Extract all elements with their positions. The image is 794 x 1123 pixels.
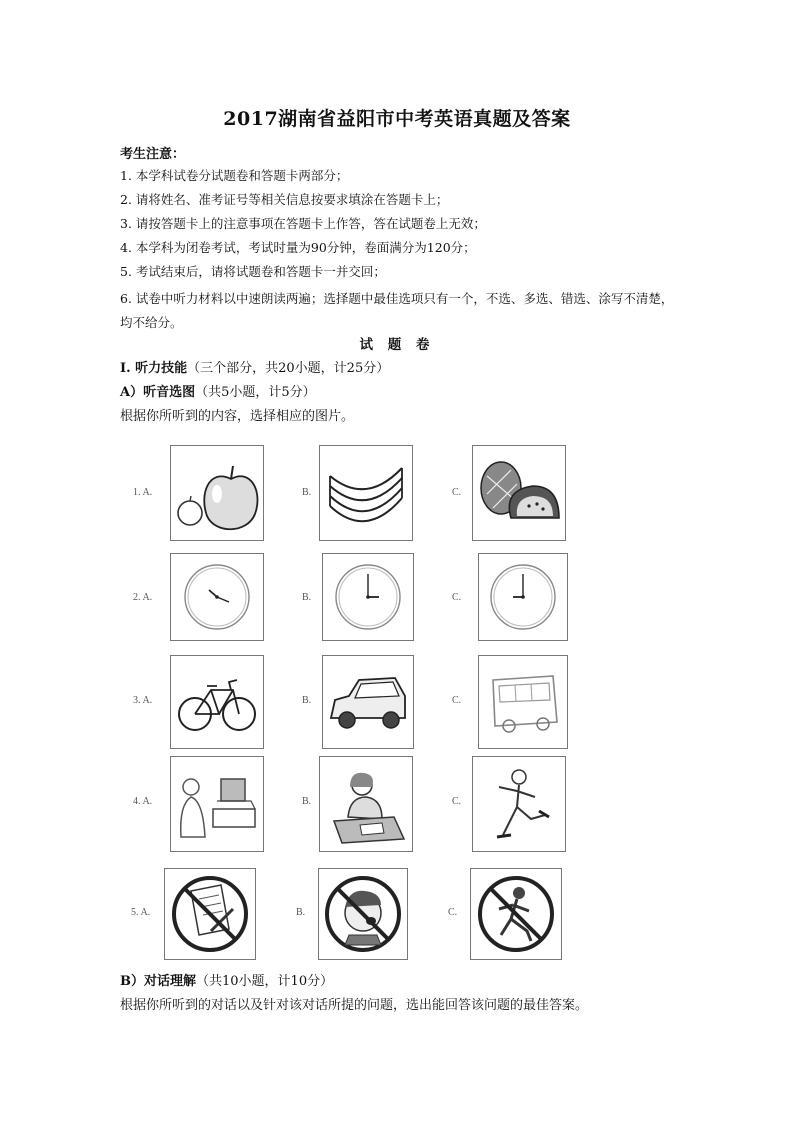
q2-option-c[interactable]: [478, 553, 568, 641]
clock-icon: [171, 554, 263, 640]
notice-item-3: 3. 请按答题卡上的注意事项在答题卡上作答，答在试题卷上无效；: [120, 216, 486, 231]
car-icon: [323, 656, 413, 748]
bananas-icon: [320, 446, 412, 540]
q1-option-b[interactable]: [319, 445, 413, 541]
person-at-computer-icon: [171, 757, 263, 851]
q1-label-b: B.: [302, 487, 312, 498]
person-reading-icon: [320, 757, 412, 851]
q3-option-b[interactable]: [322, 655, 414, 749]
q4-label-c: C.: [452, 796, 462, 807]
notice-heading: 考生注意：: [120, 147, 186, 162]
q2-option-a[interactable]: [170, 553, 264, 641]
q1-option-a[interactable]: [170, 445, 264, 541]
notice-item-6: 6. 试卷中听力材料以中速朗读两遍；选择题中最佳选项只有一个，不选、多选、错选、涂写不清楚，均不给分。: [120, 291, 674, 330]
q1-label-a: 1. A.: [133, 487, 153, 498]
q4-label-a: 4. A.: [133, 796, 153, 807]
partB-instruction: 根据你所听到的对话以及针对该对话所提的问题，选出能回答该问题的最佳答案。: [120, 998, 589, 1013]
q3-label-b: B.: [302, 695, 312, 706]
partA-label: A）听音选图: [120, 385, 196, 400]
pineapple-watermelon-icon: [473, 446, 565, 540]
bicycle-icon: [171, 656, 263, 748]
part1-detail: （三个部分，共20小题，计25分）: [187, 361, 390, 376]
partB-heading: [120, 970, 333, 989]
section-title: 试 题 卷: [359, 337, 435, 353]
q5-option-b[interactable]: [318, 868, 408, 960]
page-title: 2017湖南省益阳市中考英语真题及答案: [223, 108, 571, 130]
q4-option-c[interactable]: [472, 756, 566, 852]
q3-label-a: 3. A.: [133, 695, 153, 706]
notice-item-2: 2. 请将姓名、准考证号等相关信息按要求填涂在答题卡上；: [120, 192, 449, 207]
q3-option-c[interactable]: [478, 655, 568, 749]
q5-option-a[interactable]: [164, 868, 256, 960]
q5-label-b: B.: [296, 907, 306, 918]
q4-option-a[interactable]: [170, 756, 264, 852]
bus-icon: [479, 656, 567, 748]
no-shouting-sign-icon: [319, 869, 407, 959]
partA-heading: [120, 381, 316, 400]
q5-option-c[interactable]: [470, 868, 562, 960]
q4-label-b: B.: [302, 796, 312, 807]
q2-label-c: C.: [452, 592, 462, 603]
no-running-sign-icon: [471, 869, 561, 959]
notice-item-4: 4. 本学科为闭卷考试，考试时量为90分钟，卷面满分为120分；: [120, 240, 476, 255]
q1-label-c: C.: [452, 487, 462, 498]
apples-icon: [171, 446, 263, 540]
q1-option-c[interactable]: [472, 445, 566, 541]
q5-label-c: C.: [448, 907, 458, 918]
clock-icon: [323, 554, 413, 640]
q2-label-b: B.: [302, 592, 312, 603]
q3-option-a[interactable]: [170, 655, 264, 749]
part1-label: Ⅰ. 听力技能: [120, 361, 188, 376]
notice-item-5: 5. 考试结束后，请将试题卷和答题卡一并交回；: [120, 264, 386, 279]
part1-heading: [120, 357, 389, 376]
partA-instruction: 根据你所听到的内容，选择相应的图片。: [120, 409, 355, 424]
notice-item-1: 1. 本学科试卷分试题卷和答题卡两部分；: [120, 168, 349, 183]
partB-label: B）对话理解: [120, 974, 196, 989]
skater-icon: [473, 757, 565, 851]
q4-option-b[interactable]: [319, 756, 413, 852]
q3-label-c: C.: [452, 695, 462, 706]
partB-detail: （共10小题，计10分）: [196, 974, 334, 989]
partA-detail: （共5小题，计5分）: [195, 385, 316, 400]
q2-label-a: 2. A.: [133, 592, 153, 603]
clock-icon: [479, 554, 567, 640]
q2-option-b[interactable]: [322, 553, 414, 641]
no-writing-sign-icon: [165, 869, 255, 959]
q5-label-a: 5. A.: [131, 907, 151, 918]
